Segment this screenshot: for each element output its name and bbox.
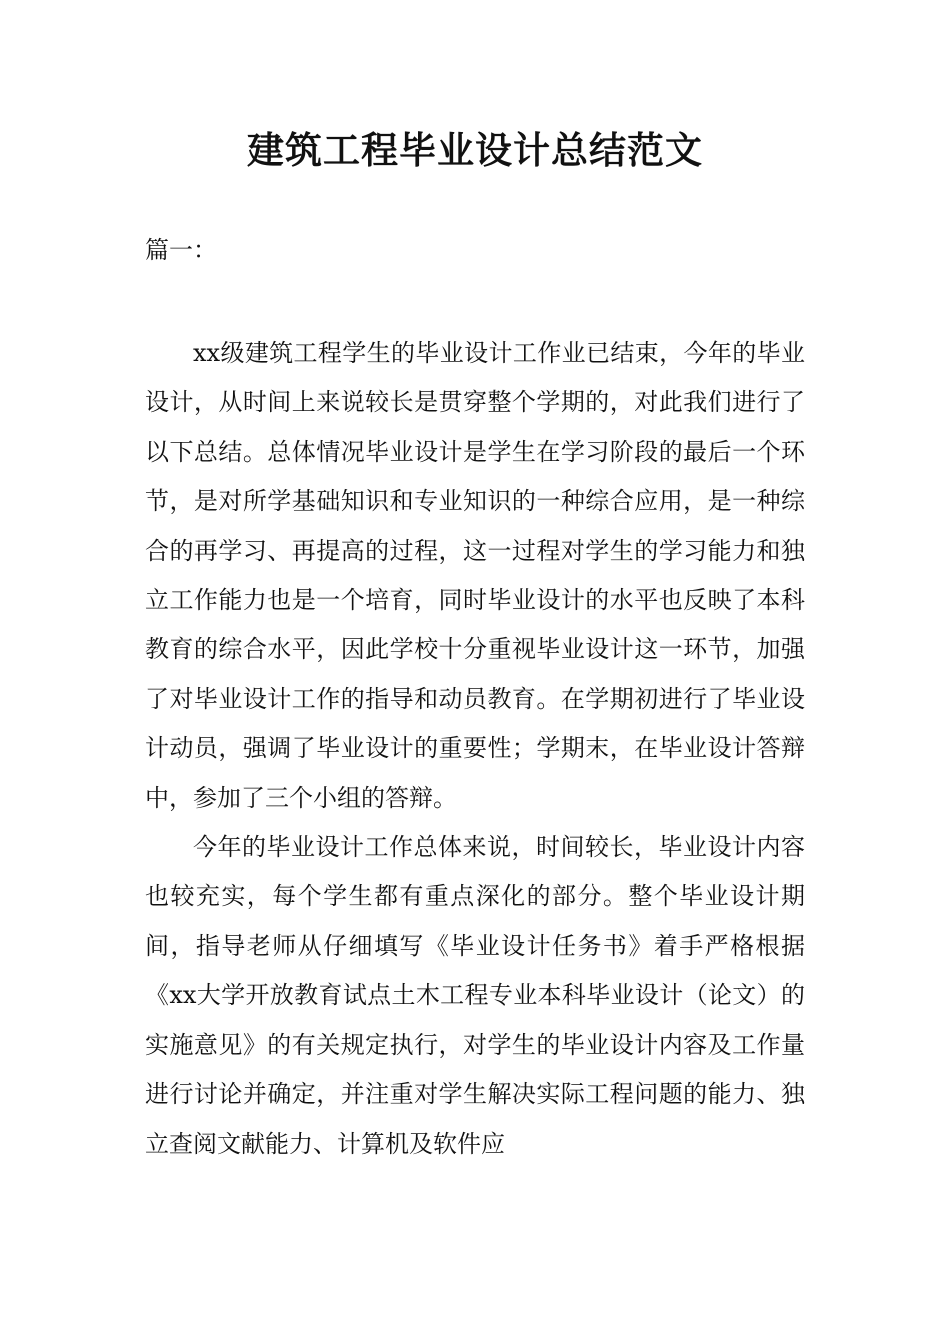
document-title: 建筑工程毕业设计总结范文 [247, 129, 703, 172]
section-heading: 篇一： [145, 236, 217, 264]
paragraph-2: 今年的毕业设计工作总体来说，时间较长，毕业设计内容也较充实，每个学生都有重点深化的部分。整个毕业设计期间，指导老师从仔细填写《毕业设计任务书》着手严格根据《xx大学开放教育试点土木工程专业本科毕业设计（论文）的实施意见》的有关规定执行，对学生的毕业设计内容及工作量进行讨论并确定，并注重对学生解决实际工程问题的能力、独立查阅文献能力、计算机及软件应 [145, 833, 805, 1158]
document-body [145, 329, 805, 1169]
paragraph-1: xx级建筑工程学生的毕业设计工作业已结束，今年的毕业设计，从时间上来说较长是贯穿整个学期的，对此我们进行了以下总结。总体情况毕业设计是学生在学习阶段的最后一个环节，是对所学基础知识和专业知识的一种综合应用，是一种综合的再学习、再提高的过程，这一过程对学生的学习能力和独立工作能力也是一个培育，同时毕业设计的水平也反映了本科教育的综合水平，因此学校十分重视毕业设计这一环节，加强了对毕业设计工作的指导和动员教育。在学期初进行了毕业设计动员，强调了毕业设计的重要性；学期末，在毕业设计答辩中，参加了三个小组的答辩。 [145, 339, 805, 812]
